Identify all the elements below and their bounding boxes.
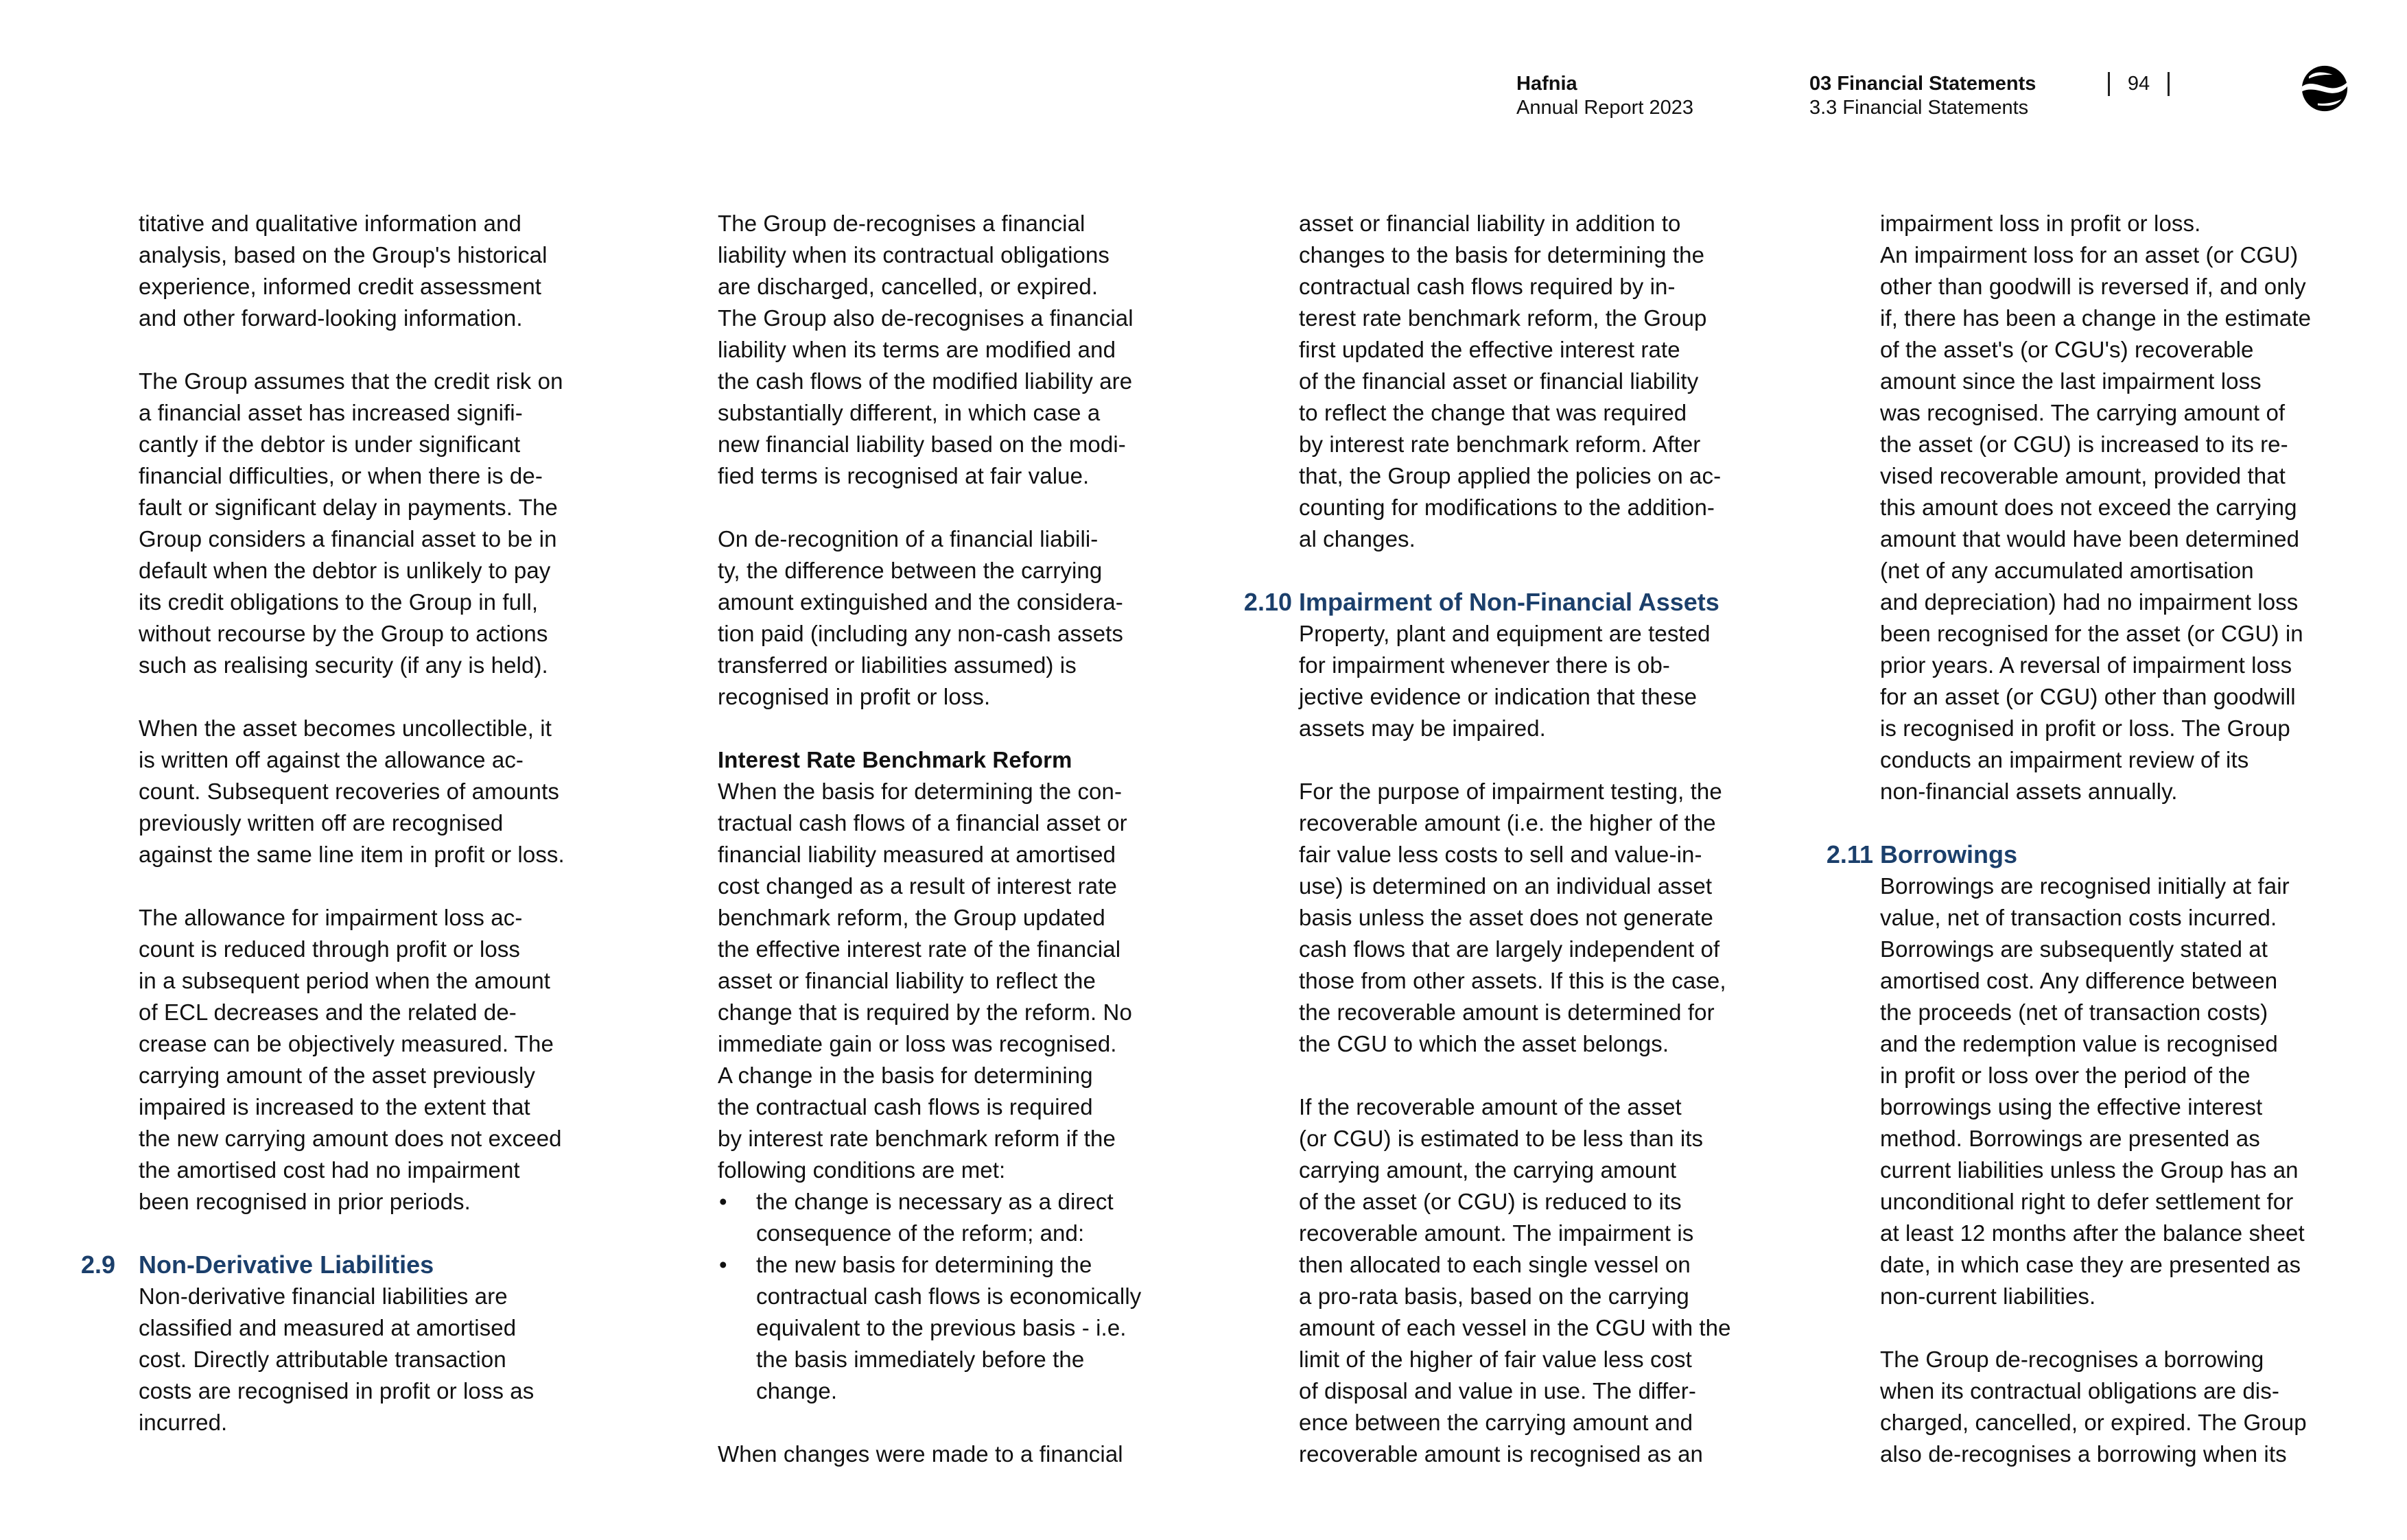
text-line: classified and measured at amortised [139, 1315, 517, 1340]
text-line: non-current liabilities. [1880, 1283, 2096, 1309]
text-line: the cash flows of the modified liability are [718, 368, 1133, 394]
section-number: 2.11 [1826, 840, 1873, 868]
text-line: change. [756, 1378, 838, 1403]
text-line: if, there has been a change in the estimate [1880, 305, 2312, 331]
subheading-interest-rate-benchmark-reform: Interest Rate Benchmark Reform [718, 747, 1072, 772]
text-line: consequence of the reform; and: [756, 1220, 1085, 1246]
text-line: in profit or loss over the period of the [1880, 1063, 2251, 1088]
company-name: Hafnia [1516, 73, 1577, 95]
text-line: in a subsequent period when the amount [139, 968, 551, 993]
text-line: recoverable amount. The impairment is [1299, 1220, 1694, 1246]
text-line: this amount does not exceed the carrying [1880, 495, 2297, 520]
text-line: other than goodwill is reversed if, and only [1880, 274, 2306, 299]
text-line: amount of each vessel in the CGU with the [1299, 1315, 1731, 1340]
text-line: incurred. [139, 1410, 228, 1435]
text-line: for impairment whenever there is ob- [1299, 652, 1670, 678]
paragraph [718, 208, 1212, 492]
paragraph [1880, 208, 2374, 807]
text-line: liability when its terms are modified and [718, 337, 1116, 362]
text-line: The Group de-recognises a financial [718, 211, 1085, 236]
section-title: Impairment of Non-Financial Assets [1299, 588, 1719, 616]
text-line: are discharged, cancelled, or expired. [718, 274, 1099, 299]
text-line: equivalent to the previous basis - i.e. [756, 1315, 1127, 1340]
page-number: 94 [2108, 72, 2170, 96]
text-line: The Group de-recognises a borrowing [1880, 1347, 2264, 1372]
paragraph [718, 776, 1212, 1186]
report-title: Annual Report 2023 [1516, 97, 1693, 119]
text-line: amount since the last impairment loss [1880, 368, 2262, 394]
text-line: is recognised in profit or loss. The Group [1880, 715, 2290, 741]
text-line: For the purpose of impairment testing, the [1299, 779, 1722, 804]
text-line: When changes were made to a financial [718, 1441, 1123, 1467]
text-line: vised recoverable amount, provided that [1880, 463, 2286, 488]
text-column-4 [1826, 208, 2374, 1470]
text-line: When the asset becomes uncollectible, it [139, 715, 552, 741]
text-line: its credit obligations to the Group in full, [139, 589, 539, 615]
text-line: then allocated to each single vessel on [1299, 1252, 1691, 1277]
text-line: cost changed as a result of interest rate [718, 873, 1117, 899]
text-line: for an asset (or CGU) other than goodwill [1880, 684, 2296, 709]
text-line: the CGU to which the asset belongs. [1299, 1031, 1669, 1056]
text-line: value, net of transaction costs incurred. [1880, 905, 2277, 930]
text-line: the new basis for determining the [756, 1252, 1092, 1277]
text-line: transferred or liabilities assumed) is [718, 652, 1077, 678]
text-line: amount that would have been determined [1880, 526, 2300, 552]
text-column-3 [1243, 208, 1793, 1470]
text-line: impaired is increased to the extent that [139, 1094, 530, 1120]
text-line: new financial liability based on the modi- [718, 431, 1126, 457]
text-line: contractual cash flows required by in- [1299, 274, 1676, 299]
text-line: count is reduced through profit or loss [139, 936, 521, 962]
paragraph [139, 713, 633, 870]
paragraph [1299, 1091, 1793, 1470]
text-line: unconditional right to defer settlement for [1880, 1189, 2294, 1214]
bullet-dot-icon: • [719, 1252, 727, 1277]
text-line: fault or significant delay in payments. The [139, 495, 558, 520]
text-column-1 [80, 208, 633, 1438]
text-line: fair value less costs to sell and value-in- [1299, 842, 1702, 867]
text-line: of the financial asset or financial liability [1299, 368, 1699, 394]
text-line: the asset (or CGU) is increased to its re- [1880, 431, 2288, 457]
text-line: asset or financial liability in addition to [1299, 211, 1681, 236]
paragraph-gap [139, 681, 633, 713]
paragraph [139, 208, 633, 334]
text-line: contractual cash flows is economically [756, 1283, 1142, 1309]
text-line: by interest rate benchmark reform if the [718, 1126, 1116, 1151]
text-line: asset or financial liability to reflect the [718, 968, 1096, 993]
text-column-2 [718, 208, 1212, 1470]
header-company-block [1516, 72, 1693, 120]
text-line: substantially different, in which case a [718, 400, 1101, 425]
text-line: tion paid (including any non-cash assets [718, 621, 1124, 646]
section-title: Borrowings [1880, 840, 2018, 868]
text-line: cantly if the debtor is under significant [139, 431, 521, 457]
text-line: A change in the basis for determining [718, 1063, 1093, 1088]
text-line: prior years. A reversal of impairment loss [1880, 652, 2292, 678]
paragraph-gap [1299, 555, 1793, 587]
text-line: was recognised. The carrying amount of [1880, 400, 2286, 425]
text-line: Property, plant and equipment are tested [1299, 621, 1711, 646]
section-heading [1243, 587, 1793, 618]
text-line: and depreciation) had no impairment loss [1880, 589, 2299, 615]
paragraph-gap [1880, 807, 2374, 839]
paragraph-gap [139, 870, 633, 902]
text-line: default when the debtor is unlikely to pay [139, 558, 551, 583]
text-line: such as realising security (if any is held). [139, 652, 548, 678]
paragraph-gap [139, 334, 633, 366]
chapter-title: 03 Financial Statements [1809, 73, 2036, 95]
text-line: benchmark reform, the Group updated [718, 905, 1105, 930]
bullet-dot-icon: • [719, 1189, 727, 1214]
text-line: those from other assets. If this is the case, [1299, 968, 1726, 993]
text-line: crease can be objectively measured. The [139, 1031, 554, 1056]
text-line: the amortised cost had no impairment [139, 1157, 520, 1183]
text-line: date, in which case they are presented as [1880, 1252, 2301, 1277]
text-line: following conditions are met: [718, 1157, 1006, 1183]
text-line: been recognised for the asset (or CGU) in [1880, 621, 2303, 646]
text-line: impairment loss in profit or loss. [1880, 211, 2201, 236]
paragraph-gap [1880, 1312, 2374, 1344]
text-line: carrying amount, the carrying amount [1299, 1157, 1677, 1183]
text-line: is written off against the allowance ac- [139, 747, 524, 772]
text-line: at least 12 months after the balance sheet [1880, 1220, 2305, 1246]
text-line: changes to the basis for determining the [1299, 242, 1705, 268]
text-line: that, the Group applied the policies on ac- [1299, 463, 1722, 488]
section-heading [1826, 839, 2374, 870]
text-line: recognised in profit or loss. [718, 684, 991, 709]
text-line: use) is determined on an individual asset [1299, 873, 1713, 899]
text-line: counting for modifications to the addition- [1299, 495, 1715, 520]
text-line: (or CGU) is estimated to be less than its [1299, 1126, 1704, 1151]
text-line: a financial asset has increased signifi- [139, 400, 523, 425]
text-line: been recognised in prior periods. [139, 1189, 471, 1214]
text-line: and the redemption value is recognised [1880, 1031, 2278, 1056]
paragraph-gap [718, 492, 1212, 523]
text-line: cash flows that are largely independent of [1299, 936, 1720, 962]
text-line: the recoverable amount is determined for [1299, 999, 1715, 1025]
text-line: The allowance for impairment loss ac- [139, 905, 523, 930]
text-line: the proceeds (net of transaction costs) [1880, 999, 2268, 1025]
text-line: ence between the carrying amount and [1299, 1410, 1693, 1435]
text-line: Borrowings are subsequently stated at [1880, 936, 2268, 962]
paragraph-gap [1299, 744, 1793, 776]
text-line: recoverable amount (i.e. the higher of the [1299, 810, 1716, 836]
text-line: first updated the effective interest rate [1299, 337, 1680, 362]
text-line: count. Subsequent recoveries of amounts [139, 779, 559, 804]
text-line: An impairment loss for an asset (or CGU) [1880, 242, 2299, 268]
text-line: Non-derivative financial liabilities are [139, 1283, 508, 1309]
text-line: current liabilities unless the Group has an [1880, 1157, 2299, 1183]
paragraph-gap [1299, 1060, 1793, 1091]
text-line: ty, the difference between the carrying [718, 558, 1103, 583]
text-line: liability when its contractual obligations [718, 242, 1110, 268]
text-line: borrowings using the effective interest [1880, 1094, 2263, 1120]
text-line: al changes. [1299, 526, 1416, 552]
text-line: titative and qualitative information and [139, 211, 522, 236]
paragraph-gap [718, 1407, 1212, 1438]
paragraph [1299, 208, 1793, 555]
text-line: immediate gain or loss was recognised. [718, 1031, 1117, 1056]
text-line: analysis, based on the Group's historical [139, 242, 548, 268]
text-line: by interest rate benchmark reform. After [1299, 431, 1701, 457]
text-line: recoverable amount is recognised as an [1299, 1441, 1703, 1467]
text-line: cost. Directly attributable transaction [139, 1347, 506, 1372]
text-line: amount extinguished and the considera- [718, 589, 1123, 615]
text-line: of the asset's (or CGU's) recoverable [1880, 337, 2254, 362]
text-line: of ECL decreases and the related de- [139, 999, 517, 1025]
text-line: method. Borrowings are presented as [1880, 1126, 2260, 1151]
section-title: Non-Derivative Liabilities [139, 1251, 434, 1279]
section-heading [80, 1249, 633, 1281]
text-line: financial difficulties, or when there is de- [139, 463, 543, 488]
text-line: without recourse by the Group to actions [139, 621, 548, 646]
text-line: The Group assumes that the credit risk on [139, 368, 563, 394]
text-line: the contractual cash flows is required [718, 1094, 1093, 1120]
bullet-item [718, 1186, 1212, 1249]
text-line: fied terms is recognised at fair value. [718, 463, 1090, 488]
paragraph [718, 1438, 1212, 1470]
text-line: amortised cost. Any difference between [1880, 968, 2278, 993]
text-line: (net of any accumulated amortisation [1880, 558, 2254, 583]
text-line: The Group also de-recognises a financial [718, 305, 1134, 331]
text-line: to reflect the change that was required [1299, 400, 1687, 425]
bullet-item [718, 1249, 1212, 1407]
text-line: the change is necessary as a direct [756, 1189, 1114, 1214]
text-line: On de-recognition of a financial liabili- [718, 526, 1099, 552]
section-2-11 [1826, 839, 2374, 1312]
text-line: experience, informed credit assessment [139, 274, 542, 299]
paragraph [139, 366, 633, 681]
text-line: limit of the higher of fair value less cost [1299, 1347, 1692, 1372]
text-line: costs are recognised in profit or loss as [139, 1378, 535, 1403]
text-line: a pro-rata basis, based on the carrying [1299, 1283, 1689, 1309]
text-line: terest rate benchmark reform, the Group [1299, 305, 1707, 331]
text-line: the basis immediately before the [756, 1347, 1085, 1372]
text-line: If the recoverable amount of the asset [1299, 1094, 1682, 1120]
section-number: 2.10 [1243, 588, 1292, 616]
header-breadcrumb [1809, 72, 2036, 120]
paragraph [718, 523, 1212, 713]
text-line: basis unless the asset does not generate [1299, 905, 1713, 930]
text-line: tractual cash flows of a financial asset or [718, 810, 1127, 836]
text-line: the effective interest rate of the financial [718, 936, 1121, 962]
text-line: charged, cancelled, or expired. The Group [1880, 1410, 2307, 1435]
section-title: 3.3 Financial Statements [1809, 97, 2029, 119]
text-line: of the asset (or CGU) is reduced to its [1299, 1189, 1682, 1214]
text-line: non-financial assets annually. [1880, 779, 2178, 804]
text-line: when its contractual obligations are dis- [1880, 1378, 2279, 1403]
paragraph [1299, 776, 1793, 1060]
section-number: 2.9 [80, 1251, 115, 1279]
text-line: Group considers a financial asset to be in [139, 526, 557, 552]
section-2-10 [1243, 587, 1793, 744]
text-line: and other forward-looking information. [139, 305, 523, 331]
text-line: change that is required by the reform. No [718, 999, 1132, 1025]
text-line: carrying amount of the asset previously [139, 1063, 536, 1088]
paragraph-gap [139, 1218, 633, 1249]
text-line: Borrowings are recognised initially at fair [1880, 873, 2290, 899]
text-line: also de-recognises a borrowing when its [1880, 1441, 2287, 1467]
hafnia-globe-logo-icon [2300, 64, 2349, 113]
text-line: jective evidence or indication that these [1299, 684, 1698, 709]
section-2-9 [80, 1249, 633, 1438]
text-line: conducts an impairment review of its [1880, 747, 2249, 772]
text-line: of disposal and value in use. The differ- [1299, 1378, 1696, 1403]
text-line: When the basis for determining the con- [718, 779, 1123, 804]
text-line: financial liability measured at amortised [718, 842, 1116, 867]
paragraph [139, 902, 633, 1218]
text-line: against the same line item in profit or loss. [139, 842, 565, 867]
text-line: assets may be impaired. [1299, 715, 1546, 741]
text-line: the new carrying amount does not exceed [139, 1126, 562, 1151]
text-line: previously written off are recognised [139, 810, 504, 836]
paragraph-gap [718, 713, 1212, 744]
paragraph [1880, 1344, 2374, 1470]
